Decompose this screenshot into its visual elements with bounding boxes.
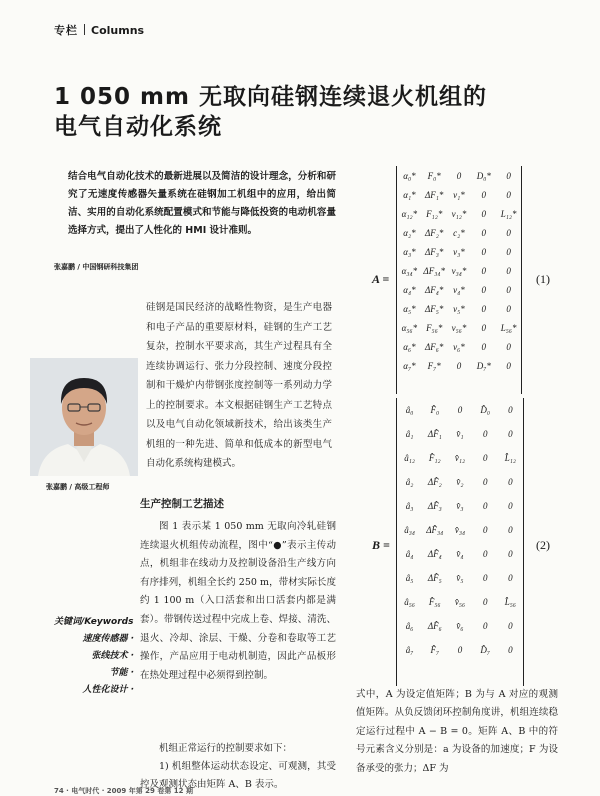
matrix-cell: â₅₆ [404,597,415,607]
matrix-cell: 0 [506,246,511,257]
matrix-cell: c₂* [453,227,465,238]
matrix-cell: F₅₆* [426,322,443,333]
matrix-cell: â₇ [405,645,414,655]
equation-number-1: (1) [536,272,550,286]
matrix-cell: 0 [508,501,513,511]
matrix-a [396,166,522,394]
author-portrait-image [30,358,138,476]
matrix-cell: v̂₄ [456,549,464,559]
matrix-cell: â₁₂ [404,453,415,463]
matrix-cell: F̂₇ [430,645,440,655]
matrix-cell: D₇* [476,360,491,371]
matrix-cell: α₀* [403,170,416,181]
matrix-cell: ΔF₃₄* [423,265,445,276]
matrix-cell: v̂₆ [456,621,464,631]
matrix-cell: α₆* [403,341,416,352]
matrix-cell: v̂₃ [456,501,464,511]
matrix-cell: v₅* [453,303,465,314]
matrix-cell: 0 [482,597,488,607]
matrix-cell: 0 [508,621,513,631]
matrix-cell: 0 [506,303,511,314]
matrix-cell: v̂₁₂ [454,453,466,463]
matrix-cell: 0 [508,477,513,487]
matrix-cell: 0 [482,501,488,511]
matrix-cell: 0 [482,429,488,439]
section-heading: 生产控制工艺描述 [140,498,224,510]
matrix-cell: v̂₃₄ [454,525,466,535]
matrix-cell: v̂₅₆ [454,597,466,607]
keyword-item: 人性化设计 · [82,685,134,695]
matrix-cell: ΔF̂₃ [427,501,442,511]
matrix-cell: ΔF̂₃₄ [426,525,444,535]
matrix-cell: 0 [457,645,463,655]
matrix-cell: ΔF₁* [424,189,444,200]
matrix-cell: 0 [482,573,488,583]
matrix-cell: ΔF̂₄ [427,549,442,559]
matrix-cell: 0 [481,322,487,333]
matrix-cell: α₅₆* [401,322,418,333]
matrix-cell: v₃₄* [451,265,467,276]
intro-paragraph: 硅钢是国民经济的战略性物资，是生产电器和电子产品的重要原材料，硅钢的生产工艺复杂，控制水平要求高，其生产过程具有全连续协调运行、张力分段控制、速度分段控制和干燥炉内带钢张度控制等一系列动力学上的控制要求。本文根据硅钢生产工艺特点以及电气自动化领域新技术，给出该类生产机组的一种先进、简单和低成本的新型电气自动化系统构建模式。 [146,302,332,469]
body-paragraph-1: 图 1 表示某 1 050 mm 无取向冷轧硅钢连续退火机组传动流程，图中“●”表示主传动点，机组非在线动力及控制设备沿生产线方向有序排列，机组全长约 250 m，带材实际长度约 1 100 m（入口活套和出口活套内都是满套）。带钢传送过程中完成上卷、焊接、清洗、退火、冷却、涂层、干燥、分卷和卷取等工艺操作，产品应用于电动机制造，因此产品板形在热处理过程中必须得到控制。 [140,521,336,681]
matrix-cell: 0 [508,525,513,535]
matrix-cell: 0 [508,573,513,583]
matrix-cell: 0 [506,265,511,276]
matrix-cell: â₂ [405,477,414,487]
column-header [54,22,144,38]
matrix-cell: F̂₁₂ [428,453,441,463]
matrix-cell: 0 [482,621,488,631]
matrix-cell: F₀* [427,170,441,181]
header-divider [84,24,85,35]
matrix-cell: â₀ [405,405,414,415]
matrix-cell: L̂₁₂ [504,453,517,463]
matrix-cell: â₃₄ [404,525,415,535]
matrix-cell: 0 [481,265,487,276]
title-line-2: 电气自动化系统 [54,114,222,140]
matrix-cell: 0 [456,170,462,181]
matrix-cell: 0 [506,284,511,295]
matrix-cell: 0 [506,360,511,371]
matrix-cell: ΔF̂₂ [427,477,442,487]
matrix-cell: ΔF₃* [424,246,444,257]
matrix-cell: α₃₄* [401,265,418,276]
matrix-cell: 0 [508,549,513,559]
title-line-1: 1 050 mm 无取向硅钢连续退火机组的 [54,84,487,110]
matrix-cell: α₇* [403,360,416,371]
matrix-cell: D̂₀ [480,405,491,415]
matrix-cell: 0 [506,170,511,181]
matrix-cell: 0 [481,246,487,257]
author-photo-caption: 张嘉鹏 / 高级工程师 [46,483,110,491]
abstract: 结合电气自动化技术的最新进展以及简洁的设计理念，分析和研究了无速度传感器矢量系统在硅钢加工机组中的应用，给出简洁、实用的自动化系统配置模式和节能与降低投资的电动机容量选择方式，提出了人性化的 HMI 设计准则。 [68,171,336,236]
matrix-cell: ΔF̂₆ [427,621,442,631]
matrix-b-label: B = [372,538,390,552]
matrix-cell: 0 [506,189,511,200]
keyword-item: 速度传感器 · [82,634,134,644]
matrix-cell: ΔF₅* [424,303,444,314]
page-footer: 74 · 电气时代 · 2009 年第 29 卷第 12 期 [54,787,193,795]
author-photo [30,358,138,476]
matrix-cell: 0 [506,227,511,238]
matrix-cell: 0 [482,453,488,463]
matrix-cell: v̂₁ [456,429,464,439]
matrix-cell: D̂₇ [480,645,491,655]
article-title [54,82,487,142]
keyword-item: 张线技术 · [91,651,134,661]
matrix-cell: ΔF̂₁ [427,429,442,439]
matrix-cell: L̂₅₆ [504,597,517,607]
matrix-cell: v₁* [453,189,465,200]
equation-explanation: 式中，A 为设定值矩阵；B 为与 A 对应的观测值矩阵。从负反馈闭环控制角度讲，机组连续稳定运行过程中 A − B = 0。矩阵 A、B 中的符号元素含义分别是：a 为设备的加速度；F 为设备承受的张力；ΔF 为 [356,689,558,774]
matrix-cell: ΔF₆* [424,341,444,352]
matrix-cell: v₆* [453,341,465,352]
matrix-cell: L₅₆* [500,322,517,333]
matrix-cell: F̂₅₆ [428,597,441,607]
matrix-cell: 0 [508,645,513,655]
matrix-cell: â₅ [405,573,414,583]
matrix-cell: 0 [481,341,487,352]
matrix-cell: 0 [508,429,513,439]
keywords-label: 关键词/Keywords [54,617,134,627]
body-paragraph-2: 机组正常运行的控制要求如下： [159,743,293,754]
matrix-cell: v₄* [453,284,465,295]
matrix-cell: â₆ [405,621,414,631]
matrix-cell: 0 [482,549,488,559]
matrix-cell: v₃* [453,246,465,257]
matrix-cell: 0 [508,405,513,415]
matrix-cell: 0 [482,525,488,535]
matrix-cell: ΔF₄* [424,284,444,295]
matrix-cell: 0 [481,227,487,238]
matrix-cell: L₁₂* [500,208,517,219]
matrix-cell: 0 [481,303,487,314]
equation-number-2: (2) [536,538,550,552]
body-paragraph-3: 1) 机组整体运动状态设定、可观测，其受控及观测状态由矩阵 A、B 表示。 [140,761,336,790]
keyword-item: 节能 · [109,668,134,678]
matrix-cell: ΔF̂₅ [427,573,442,583]
matrix-cell: 0 [482,477,488,487]
matrix-cell: α₂* [403,227,416,238]
keywords-block [54,614,134,699]
matrix-cell: 0 [506,341,511,352]
matrix-cell: 0 [457,405,463,415]
column-label: Columns [91,24,145,37]
matrix-cell: α₄* [403,284,416,295]
matrix-cell: 0 [481,284,487,295]
matrix-cell: α₁₂* [401,208,418,219]
matrix-cell: v₅₆* [451,322,467,333]
matrix-cell: v̂₂ [456,477,464,487]
matrix-a-label: A = [372,272,390,286]
matrix-cell: ΔF₂* [424,227,444,238]
matrix-cell: F₁₂* [426,208,443,219]
matrix-cell: â₁ [405,429,414,439]
matrix-cell: 0 [481,208,487,219]
author-affiliation: 张嘉鹏 / 中国钢研科技集团 [54,263,139,271]
matrix-cell: α₅* [403,303,416,314]
matrix-cell: F̂₀ [430,405,440,415]
matrix-cell: α₁* [403,189,416,200]
matrix-cell: α₃* [403,246,416,257]
matrix-cell: â₄ [405,549,414,559]
matrix-cell: F₇* [427,360,441,371]
matrix-cell: v₁₂* [451,208,467,219]
matrix-cell: 0 [456,360,462,371]
matrix-cell: D₀* [476,170,491,181]
matrix-cell: 0 [481,189,487,200]
matrix-cell: â₃ [405,501,414,511]
matrix-b [396,398,524,686]
section-label: 专栏 [54,24,78,37]
matrix-cell: v̂₅ [456,573,464,583]
